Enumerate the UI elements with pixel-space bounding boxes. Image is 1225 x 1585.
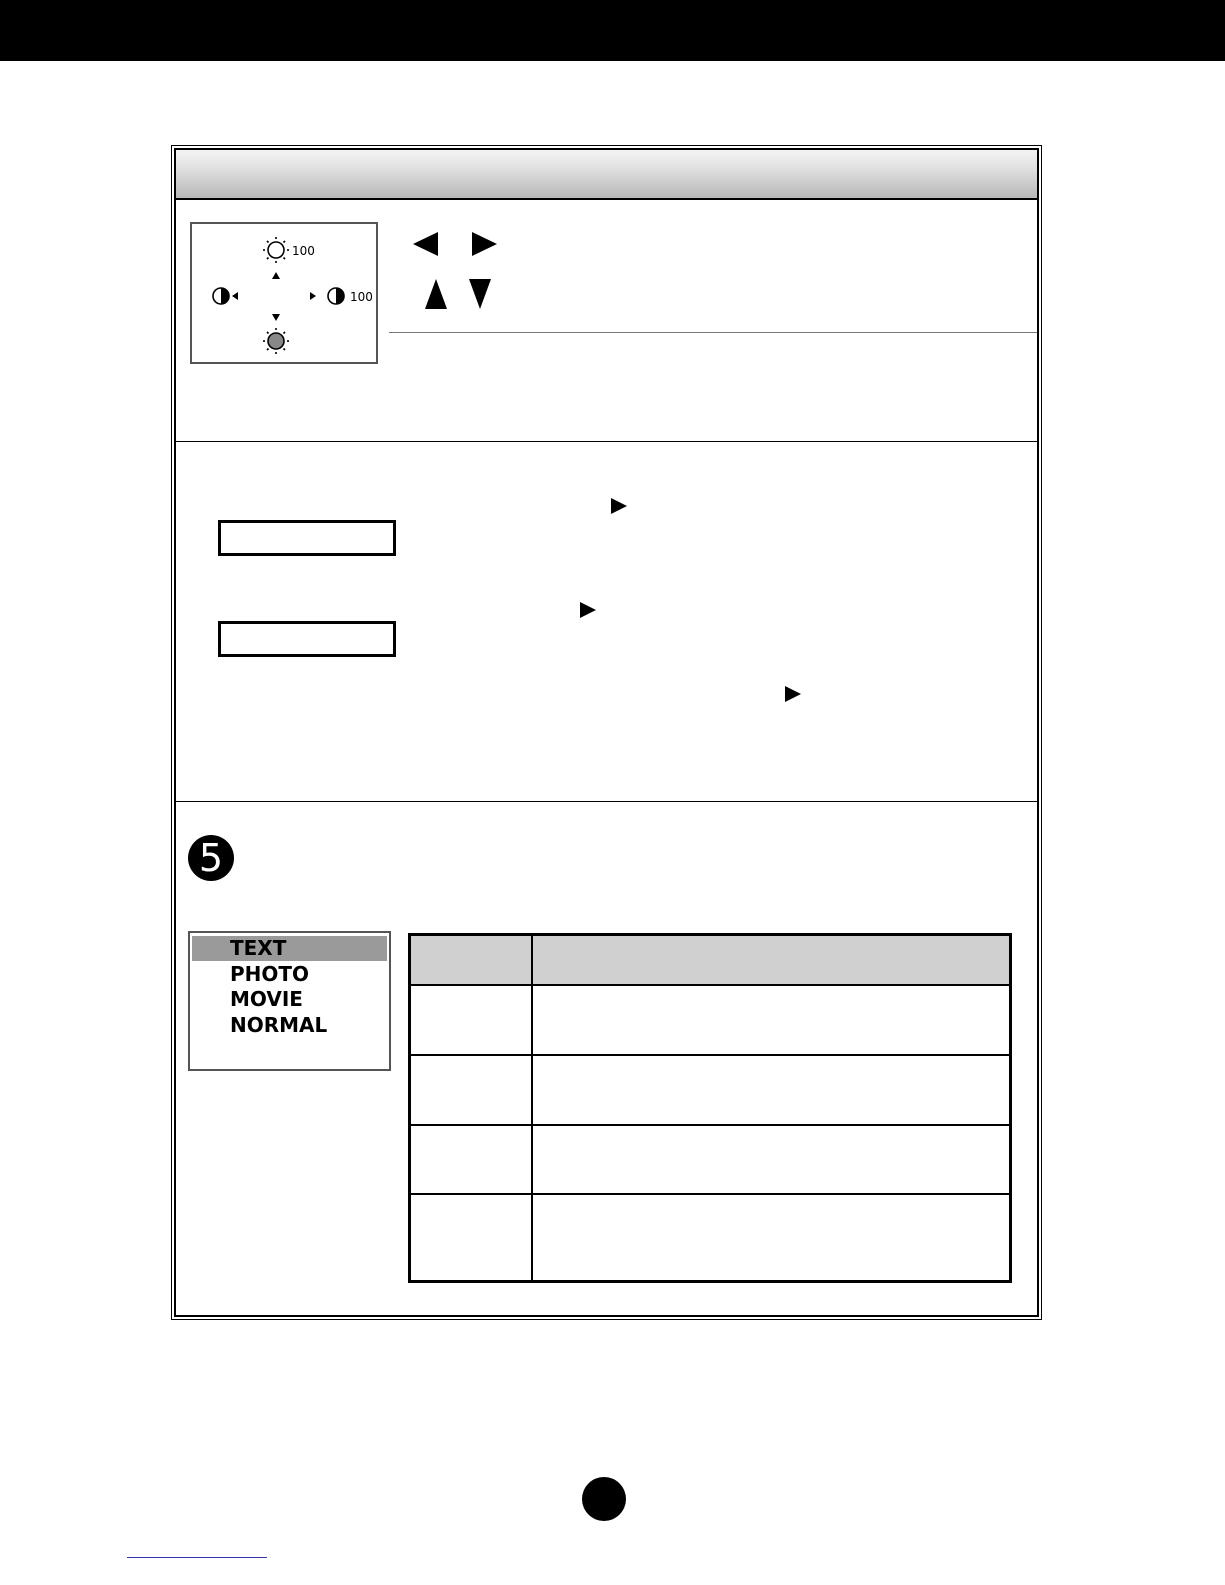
left-arrow-icon	[232, 292, 238, 300]
step-number-badge: 5	[188, 835, 234, 881]
table-row	[410, 985, 1011, 1055]
right-pointer-icon	[578, 600, 598, 620]
page-number-circle	[582, 1477, 626, 1521]
table-cell	[410, 1125, 533, 1195]
option-box	[218, 520, 396, 556]
right-triangle-icon	[470, 231, 498, 257]
section-header-bar	[176, 150, 1037, 200]
menu-item-movie[interactable]: MOVIE	[230, 987, 303, 1011]
contrast-low-icon	[213, 288, 229, 304]
table-header-row	[410, 935, 1011, 986]
left-triangle-icon	[412, 231, 440, 257]
table-cell	[532, 1194, 1011, 1281]
footer-line	[127, 1557, 267, 1558]
option-box	[218, 621, 396, 657]
table-cell	[410, 985, 533, 1055]
table-cell	[410, 1055, 533, 1125]
table-row	[410, 1125, 1011, 1195]
contrast-high-icon	[328, 288, 344, 304]
brightness-icon	[263, 237, 289, 263]
section-separator	[176, 801, 1037, 802]
up-arrow-icon	[272, 272, 280, 279]
right-pointer-icon	[783, 684, 803, 704]
divider-line	[389, 332, 1037, 333]
table-header-cell	[410, 935, 533, 986]
table-cell	[532, 985, 1011, 1055]
brightness-low-icon	[263, 328, 289, 354]
down-arrow-icon	[272, 314, 280, 321]
picture-mode-table	[408, 933, 1012, 1283]
table-row	[410, 1055, 1011, 1125]
picture-mode-menu	[188, 931, 391, 1071]
table-cell	[532, 1055, 1011, 1125]
menu-item-normal[interactable]: NORMAL	[230, 1013, 328, 1037]
table-row	[410, 1194, 1011, 1281]
contrast-value: 100	[350, 290, 373, 304]
content-frame	[174, 148, 1039, 1317]
menu-item-text[interactable]: TEXT	[192, 936, 387, 961]
table-header-cell	[532, 935, 1011, 986]
menu-item-photo[interactable]: PHOTO	[230, 962, 310, 986]
table-cell	[410, 1194, 533, 1281]
up-triangle-icon	[424, 278, 448, 310]
right-pointer-icon	[609, 496, 629, 516]
table-cell	[532, 1125, 1011, 1195]
brightness-value: 100	[292, 244, 315, 258]
right-arrow-icon	[310, 292, 316, 300]
down-triangle-icon	[468, 278, 492, 310]
top-black-bar	[0, 0, 1225, 61]
osd-diagram	[190, 222, 378, 364]
section-separator	[176, 441, 1037, 442]
